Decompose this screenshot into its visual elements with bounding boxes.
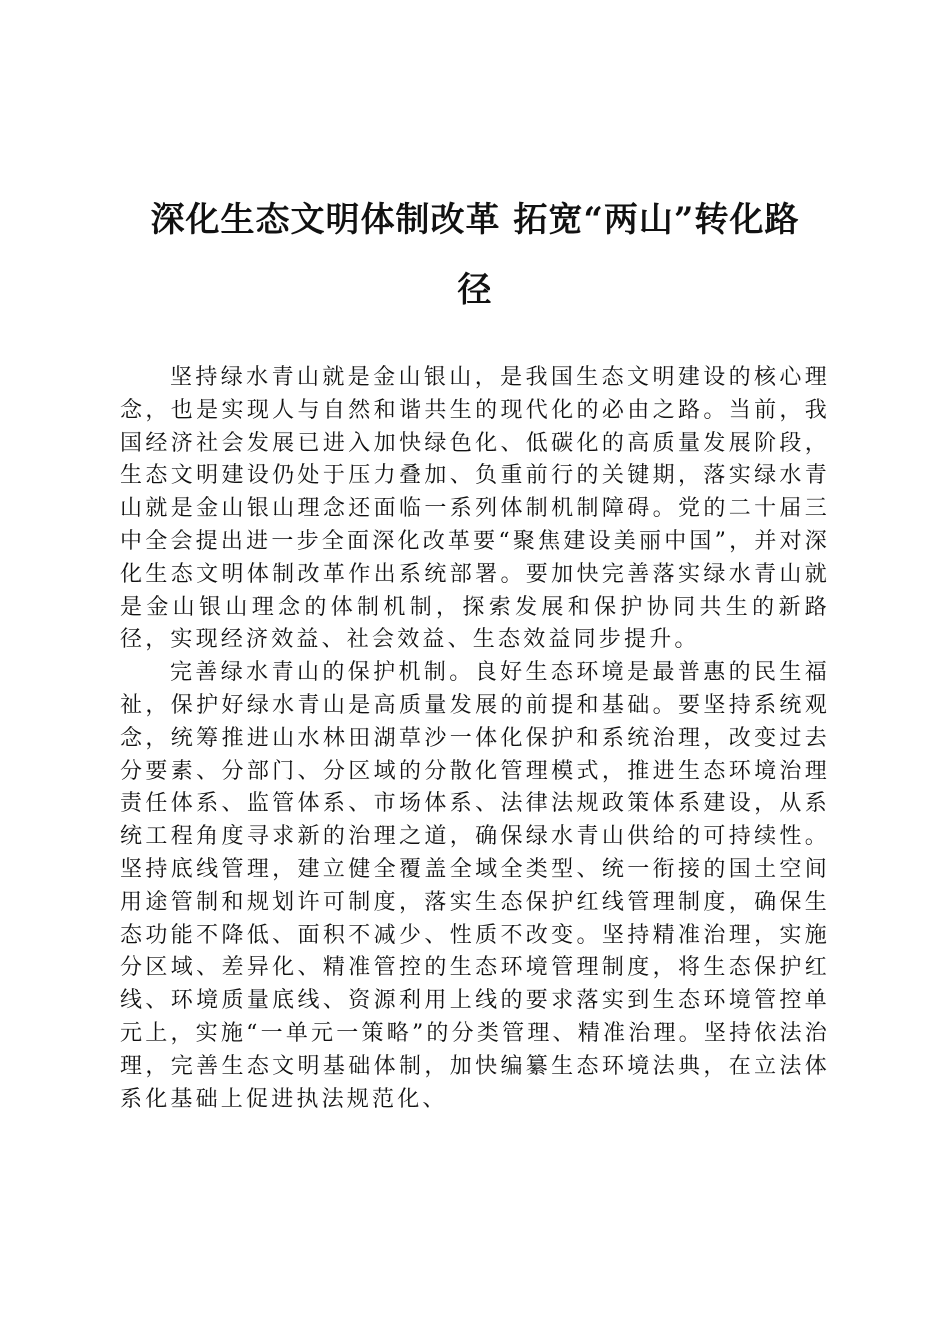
document-title-line-2: 径 bbox=[457, 270, 493, 310]
document-body bbox=[120, 362, 830, 1116]
document-title-line-1: 深化生态文明体制改革 拓宽“两山”转化路 bbox=[150, 200, 800, 240]
paragraph-protection-mechanism: 完善绿水青山的保护机制。良好生态环境是最普惠的民生福祉，保护好绿水青山是高质量发展的前提和基础。要坚持系统观念，统筹推进山水林田湖草沙一体化保护和系统治理，改变过去分要素、分部门、分区域的分散化管理模式，推进生态环境治理责任体系、监管体系、市场体系、法律法规政策体系建设，从系统工程角度寻求新的治理之道，确保绿水青山供给的可持续性。坚持底线管理，建立健全覆盖全域全类型、统一衔接的国土空间用途管制和规划许可制度，落实生态保护红线管理制度，确保生态功能不降低、面积不减少、性质不改变。坚持精准治理，实施分区域、差异化、精准管控的生态环境管理制度，将生态保护红线、环境质量底线、资源利用上线的要求落实到生态环境管控单元上，实施“一单元一策略”的分类管理、精准治理。坚持依法治理，完善生态文明基础体制，加快编纂生态环境法典，在立法体系化基础上促进执法规范化、 bbox=[120, 660, 830, 1112]
paragraph-intro: 坚持绿水青山就是金山银山，是我国生态文明建设的核心理念，也是实现人与自然和谐共生的现代化的必由之路。当前，我国经济社会发展已进入加快绿色化、低碳化的高质量发展阶段，生态文明建设仍处于压力叠加、负重前行的关键期，落实绿水青山就是金山银山理念还面临一系列体制机制障碍。党的二十届三中全会提出进一步全面深化改革要“聚焦建设美丽中国”，并对深化生态文明体制改革作出系统部署。要加快完善落实绿水青山就是金山银山理念的体制机制，探索发展和保护协同共生的新路径，实现经济效益、社会效益、生态效益同步提升。 bbox=[120, 365, 830, 653]
